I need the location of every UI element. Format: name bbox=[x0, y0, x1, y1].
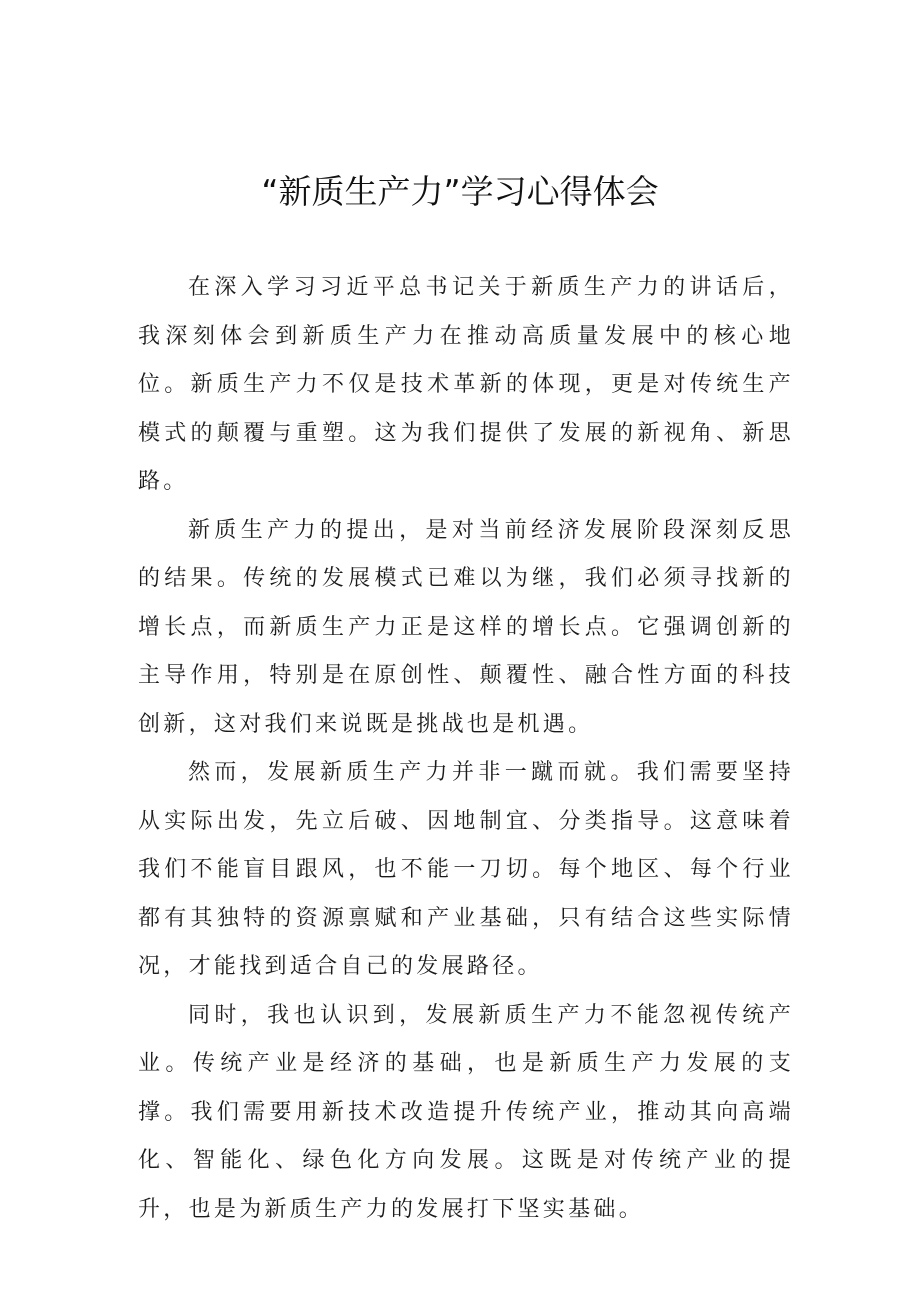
paragraph-4: 同时，我也认识到，发展新质生产力不能忽视传统产业。传统产业是经济的基础，也是新质生产力发展的支撑。我们需要用新技术改造提升传统产业，推动其向高端化、智能化、绿色化方向发展。这既是对传统产业的提升，也是为新质生产力的发展打下坚实基础。 bbox=[138, 1002, 794, 1222]
paragraph-3: 然而，发展新质生产力并非一蹴而就。我们需要坚持从实际出发，先立后破、因地制宜、分类指导。这意味着我们不能盲目跟风，也不能一刀切。每个地区、每个行业都有其独特的资源禀赋和产业基础，只有结合这些实际情况，才能找到适合自己的发展路径。 bbox=[138, 760, 794, 979]
paragraph-2: 新质生产力的提出，是对当前经济发展阶段深刻反思的结果。传统的发展模式已难以为继，我们必须寻找新的增长点，而新质生产力正是这样的增长点。它强调创新的主导作用，特别是在原创性、颠覆性、融合性方面的科技创新，这对我们来说既是挑战也是机遇。 bbox=[138, 517, 794, 737]
paragraph-1: 在深入学习习近平总书记关于新质生产力的讲话后，我深刻体会到新质生产力在推动高质量发展中的核心地位。新质生产力不仅是技术革新的体现，更是对传统生产模式的颠覆与重塑。这为我们提供了发展的新视角、新思路。 bbox=[138, 275, 794, 494]
document-body bbox=[138, 264, 794, 1234]
page-title: “新质生产力”学习心得体会 bbox=[261, 172, 659, 211]
